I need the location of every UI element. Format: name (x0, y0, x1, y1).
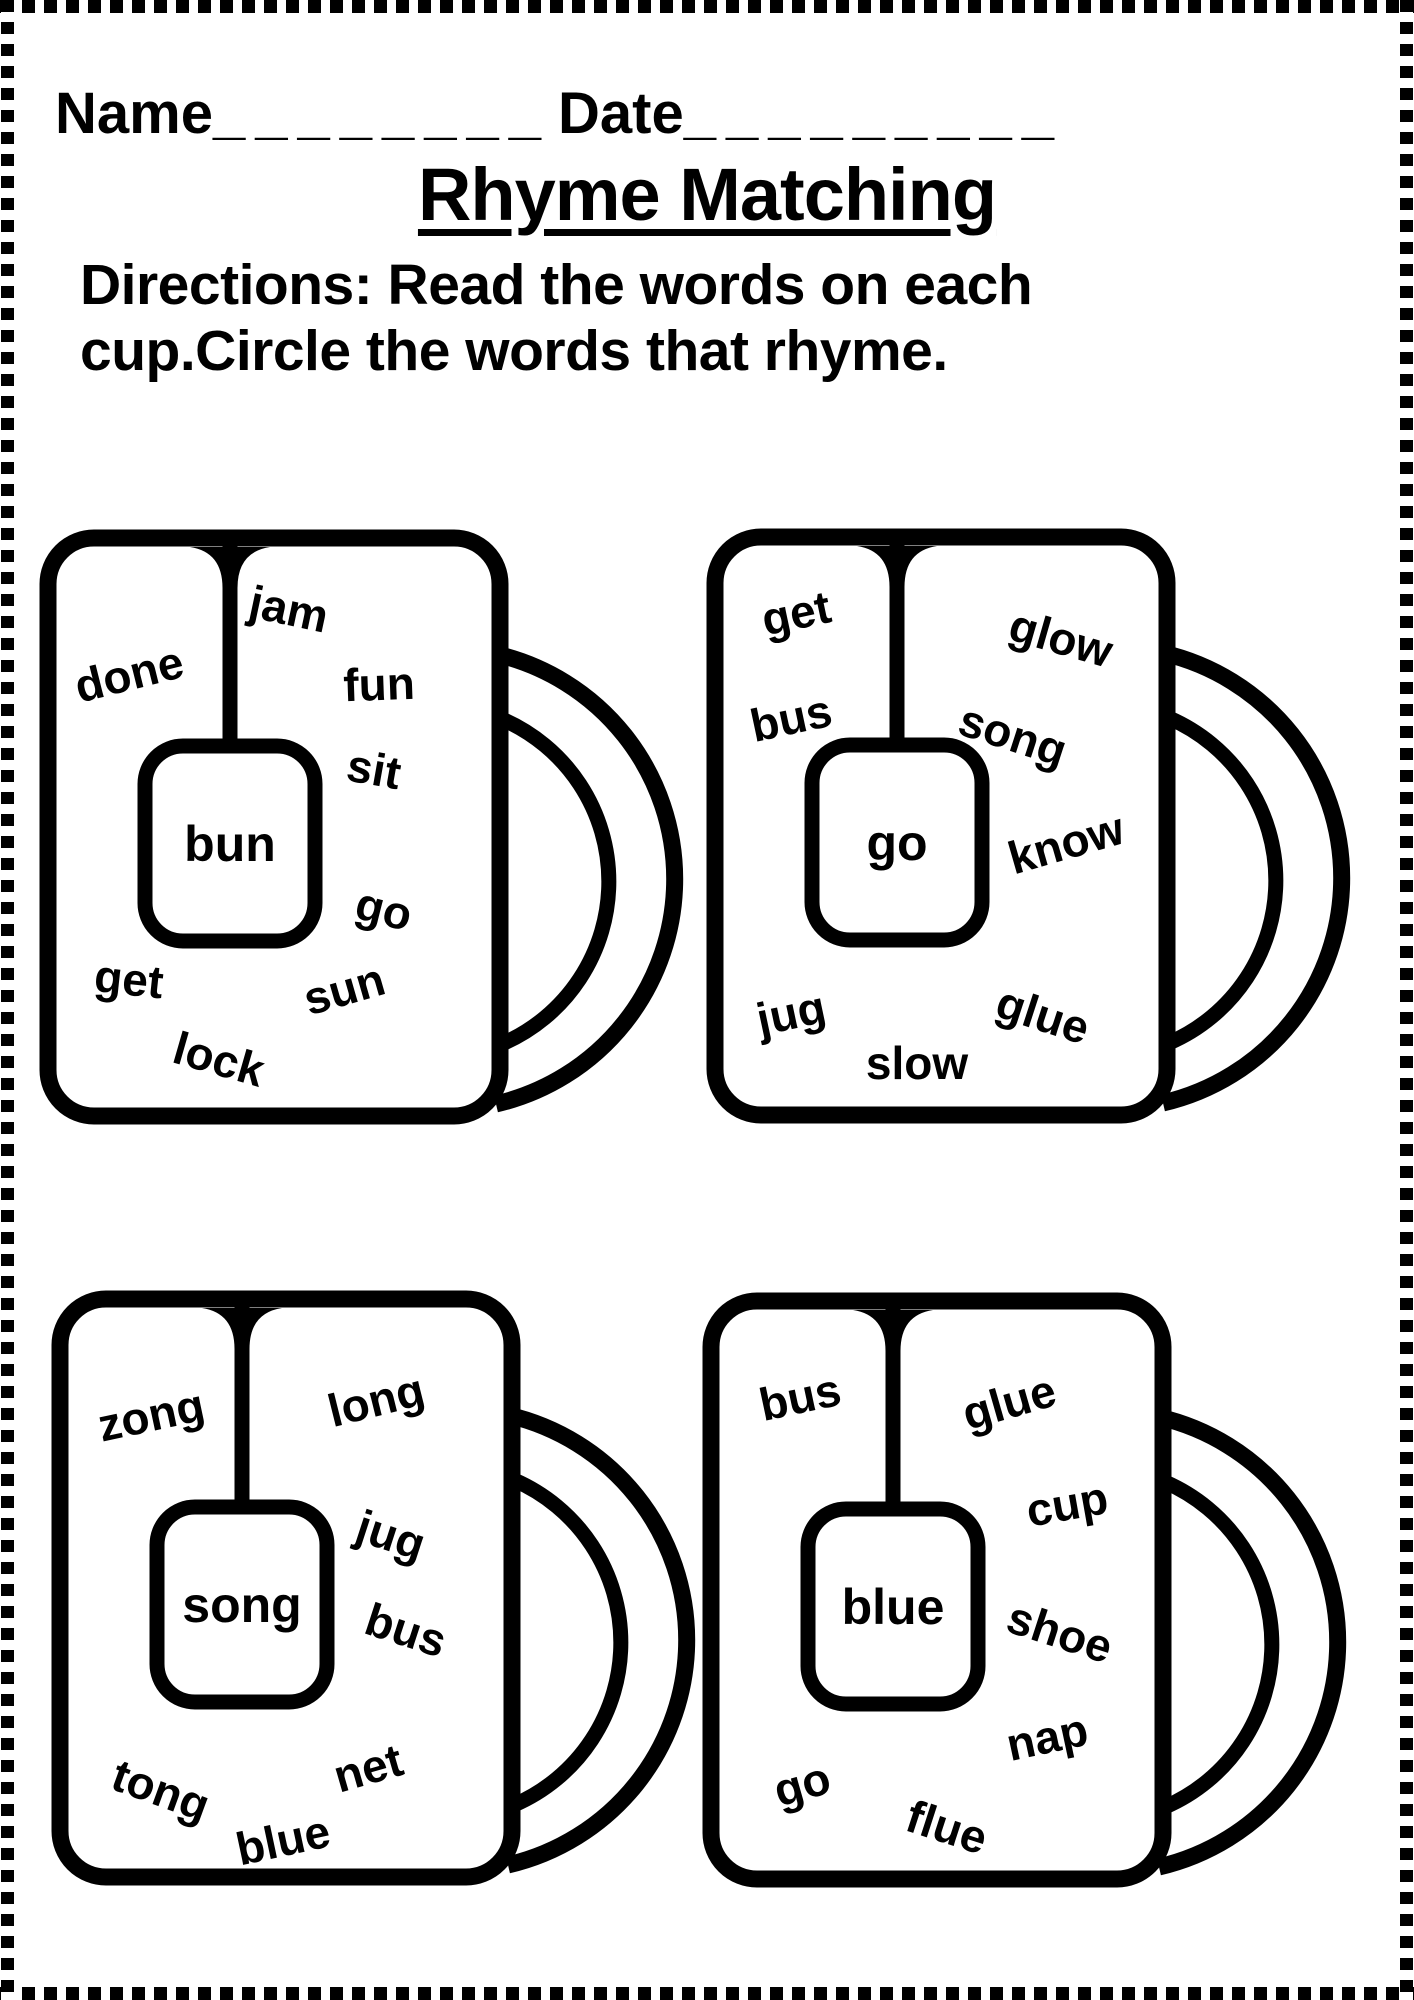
page-border-left (1, 0, 14, 2000)
page-border-right (1400, 0, 1413, 2000)
word-option[interactable]: blue (231, 1804, 335, 1876)
word-option[interactable]: get (91, 949, 167, 1009)
word-option[interactable]: nap (1001, 1703, 1093, 1771)
word-option[interactable]: bus (745, 684, 837, 752)
word-option[interactable]: glow (1003, 598, 1119, 678)
word-option[interactable]: go (767, 1751, 837, 1817)
center-word[interactable]: song (182, 1577, 302, 1633)
page-title-wrap (0, 152, 1414, 237)
date-blank-line[interactable]: _________ (683, 81, 1065, 146)
word-option[interactable]: bus (359, 1592, 453, 1668)
word-option[interactable]: sit (343, 738, 405, 800)
directions-line-2: cup.Circle the words that rhyme. (80, 319, 948, 383)
page-border-top (0, 0, 1414, 13)
page-border-bottom (0, 1987, 1414, 2000)
name-blank-line[interactable]: ________ (212, 81, 552, 146)
word-option[interactable]: glue (956, 1363, 1062, 1441)
center-word[interactable]: blue (841, 1579, 945, 1635)
rhyme-cup-blue (697, 1287, 1357, 1907)
word-option[interactable]: bus (754, 1363, 846, 1431)
word-option[interactable]: sun (297, 952, 391, 1026)
word-option[interactable]: slow (865, 1037, 969, 1089)
center-word[interactable]: go (866, 815, 928, 871)
rhyme-cup-go (701, 523, 1361, 1143)
word-option[interactable]: zong (93, 1378, 209, 1452)
word-option[interactable]: glue (989, 975, 1097, 1055)
word-option[interactable]: fun (342, 656, 416, 712)
word-option[interactable]: jam (244, 575, 334, 643)
directions-line-1: Directions: Read the words on each (80, 253, 1033, 317)
word-option[interactable]: long (322, 1363, 430, 1437)
word-option[interactable]: know (1002, 801, 1130, 885)
rhyme-cup-bun (34, 524, 694, 1144)
rhyme-cup-song (46, 1285, 706, 1905)
word-option[interactable]: go (350, 876, 418, 942)
mug-graphic (34, 524, 694, 1144)
date-field (558, 80, 1064, 147)
name-label: Name (55, 81, 213, 146)
name-field (55, 80, 551, 147)
page-title: Rhyme Matching (417, 153, 997, 236)
date-label: Date (558, 81, 684, 146)
word-option[interactable]: done (69, 635, 189, 713)
word-option[interactable]: jug (350, 1499, 432, 1571)
word-option[interactable]: jug (751, 980, 831, 1046)
word-option[interactable]: cup (1022, 1471, 1112, 1537)
directions (80, 252, 1032, 384)
word-option[interactable]: song (952, 693, 1074, 777)
word-option[interactable]: get (756, 580, 836, 646)
word-option[interactable]: flue (900, 1789, 994, 1865)
word-option[interactable]: tong (105, 1748, 217, 1832)
word-option[interactable]: lock (167, 1021, 271, 1097)
center-word[interactable]: bun (184, 816, 276, 872)
word-option[interactable]: shoe (1000, 1590, 1120, 1674)
word-option[interactable]: net (327, 1733, 409, 1803)
